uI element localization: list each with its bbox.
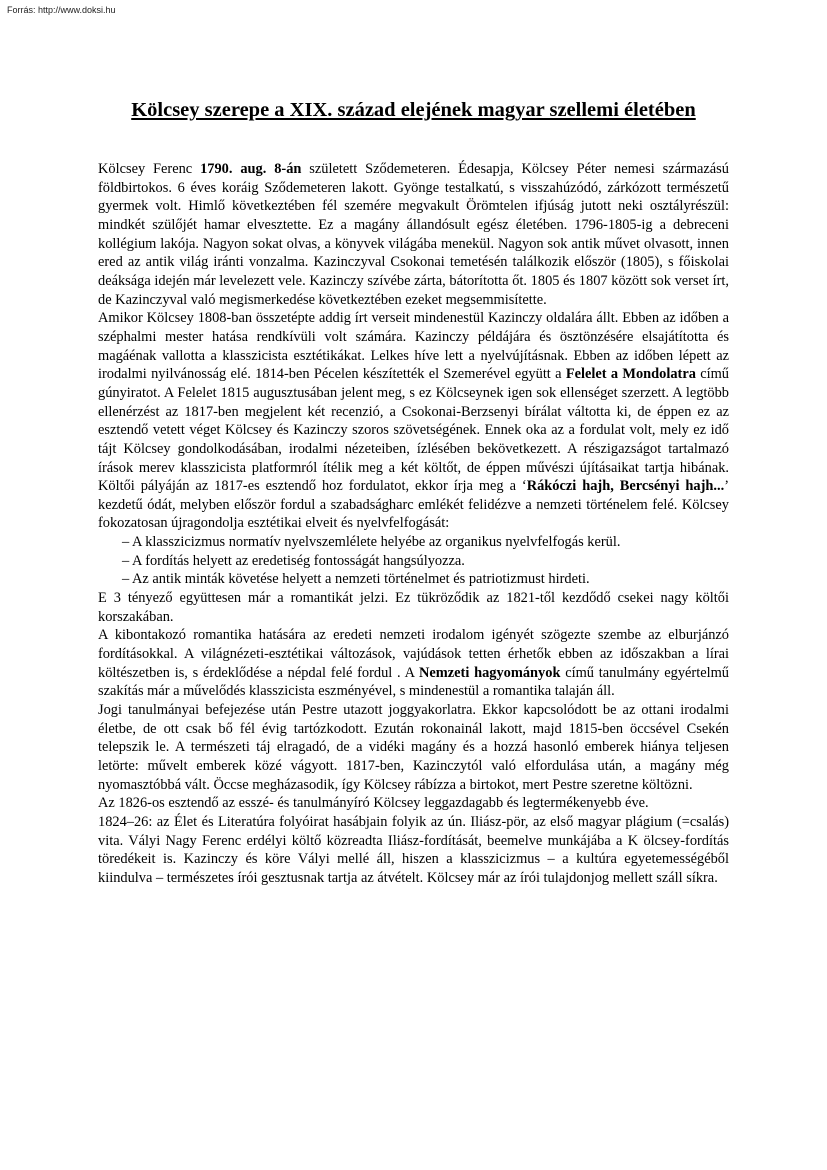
- paragraph-4: [98, 626, 729, 701]
- paragraph-7: 1824–26: az Élet és Literatúra folyóirat hasábjain folyik az ún. Iliász-pör, az első magyar plágium (=csalás) vita. Vályi Nagy Ferenc erdélyi költő közreadta Iliász-fordítását, beemelve munkájába a K ölcsey-fordítás töredékeit is. Kazinczy és köre Vályi mellé áll, hiszen a klasszicizmus – a kultúra egyetemességéből kiindulva – természetes írói gesztusnak tartja az átvételt. Kölcsey már az írói tulajdonjog mellett száll síkra.: [98, 813, 729, 886]
- page-title: Kölcsey szerepe a XIX. század elejének magyar szellemi életében: [131, 99, 696, 121]
- p2-text-e: ’ kezdetű ódát, melyben először fordul a szabadságharc emlékét felidézve a nemzeti történelem felé. Kölcsey fokozatosan újragondolja esztétikai elveit és nyelvfelfogását:: [98, 478, 729, 532]
- p2-text-a: Amikor Kölcsey 1808-ban összetépte addig írt verseit mindenestül Kazinczy oldalára állt. Ebben az időben a széphalmi mester hatása rendkívüli volt számára. Kazinczy példájára és ösztönzésére elsajátította és magáénak vallotta a klasszicista esztétikákat. Lelkes híve lett a nyelvújításnak. Ebben az időben lépett az irodalmi nyilvánosság elé. 1814-ben Pécelen készítették el Szemerével együtt a: [98, 310, 729, 383]
- p4-text-a: A kibontakozó romantika hatására az eredeti nemzeti irodalom igényét szögezte szembe az elburjánzó fordításokkal. A világnézeti-esztétikai változások, vajúdások tetten érhetők ebben az időszakban a lírai költészetben is, s érdeklődése a népdal felé fordul . A: [98, 627, 729, 681]
- p1-birthdate: 1790. aug. 8-án: [200, 161, 302, 177]
- p1-text-a: Kölcsey Ferenc: [98, 161, 201, 177]
- p2-work-rakoczi: Rákóczi hajh, Bercsényi hajh...: [526, 478, 725, 495]
- p4-text-c: című tanulmány egyértelmű szakítás már a művelődés klasszicista eszményével, s mindenestül a romantika talaján áll.: [98, 664, 729, 700]
- paragraph-3: E 3 tényező együttesen már a romantikát jelzi. Ez tükröződik az 1821-től kezdődő csekei nagy költői korszakában.: [98, 590, 729, 625]
- document-body: [98, 160, 729, 888]
- bullet-item: – A fordítás helyett az eredetiség fontosságát hangsúlyozza.: [122, 552, 465, 569]
- paragraph-2: [98, 309, 729, 533]
- source-note: Forrás: http://www.doksi.hu: [7, 5, 116, 15]
- paragraph-1: [98, 160, 729, 309]
- p1-text-c: született Sződemeteren. Édesapja, Kölcsey Péter nemesi származású földbirtokos. 6 éves koráig Sződemeteren lakott. Gyönge testalkatú, s visszahúzódó, zárkózott természetű gyermek volt. Himlő következtében fél szemére megvakult Örömtelen ifjúság jutott neki osztályrészül: mindkét szülőjét hamar elvesztette. Ez a magány állandósult egész életében. 1796-1805-ig a debreceni kollégium lakója. Nagyon sokat olvas, a könyvek világába menekül. Nagyon sok antik művet olvasott, innen ered az antik világ iránti vonzalma. Kazinczyval Csokonai temetésén találkozik először (1805), s főiskolai deáksága idején már levelezett vele. Kazinczy szívébe zárta, bátorította őt. 1805 és 1807 között sok verset írt, de Kazinczyval való megismerkedése következtében ezeket megsemmisítette.: [98, 161, 729, 308]
- paragraph-6: Az 1826-os esztendő az esszé- és tanulmányíró Kölcsey leggazdagabb és legtermékenyebb éve.: [98, 795, 649, 812]
- bullet-item: – A klasszicizmus normatív nyelvszemlélete helyébe az organikus nyelvfelfogás kerül.: [122, 534, 621, 551]
- p4-work-nemzeti: Nemzeti hagyományok: [418, 664, 561, 681]
- paragraph-5: Jogi tanulmányai befejezése után Pestre utazott joggyakorlatra. Ekkor kapcsolódott be az ottani irodalmi életbe, de ott csak bő fél évig tartózkodott. Ezután rokonainál lakott, majd 1815-ben öccsével Csekén telepszik le. A természeti táj elragadó, de a vidéki magány és a hozzá hasonló emberek hiánya teljesen letörte: művelt emberek közé vágyott. 1817-ben, Kazinczytól való elfordulása után, a magány még nyomasztóbbá vált. Öccse megházasodik, így Kölcsey rábízza a birtokot, mert Pestre szeretne költözni.: [98, 702, 729, 793]
- p2-work-felelet: Felelet a Mondolatra: [565, 366, 696, 383]
- bullet-item: – Az antik minták követése helyett a nemzeti történelmet és patriotizmust hirdeti.: [122, 571, 590, 588]
- p2-text-c: című gúnyiratot. A Felelet 1815 augusztusában jelent meg, s ez Kölcseynek igen sok ellenséget szerzett. A legtöbb ellenérzést az 1817-ben megjelent két recenzió, a Csokonai-Berzsenyi bírálat váltotta ki, de éppen ez az esztendő vetett véget Kölcsey és Kazinczy szoros szövetségének. Ennek oka az a fordulat volt, mely ez idő tájt Kölcsey gondolkodásában, irodalmi nézeteiben, ízlésében bekövetkezett. A részigazságot tartalmazó írások merev klasszicista platformról ítélik meg a két költőt, de éppen művészi újításaikat tartja hibának. Költői pályáján az 1817-es esztendő hoz fordulatot, ekkor írja meg a ‘: [98, 366, 729, 495]
